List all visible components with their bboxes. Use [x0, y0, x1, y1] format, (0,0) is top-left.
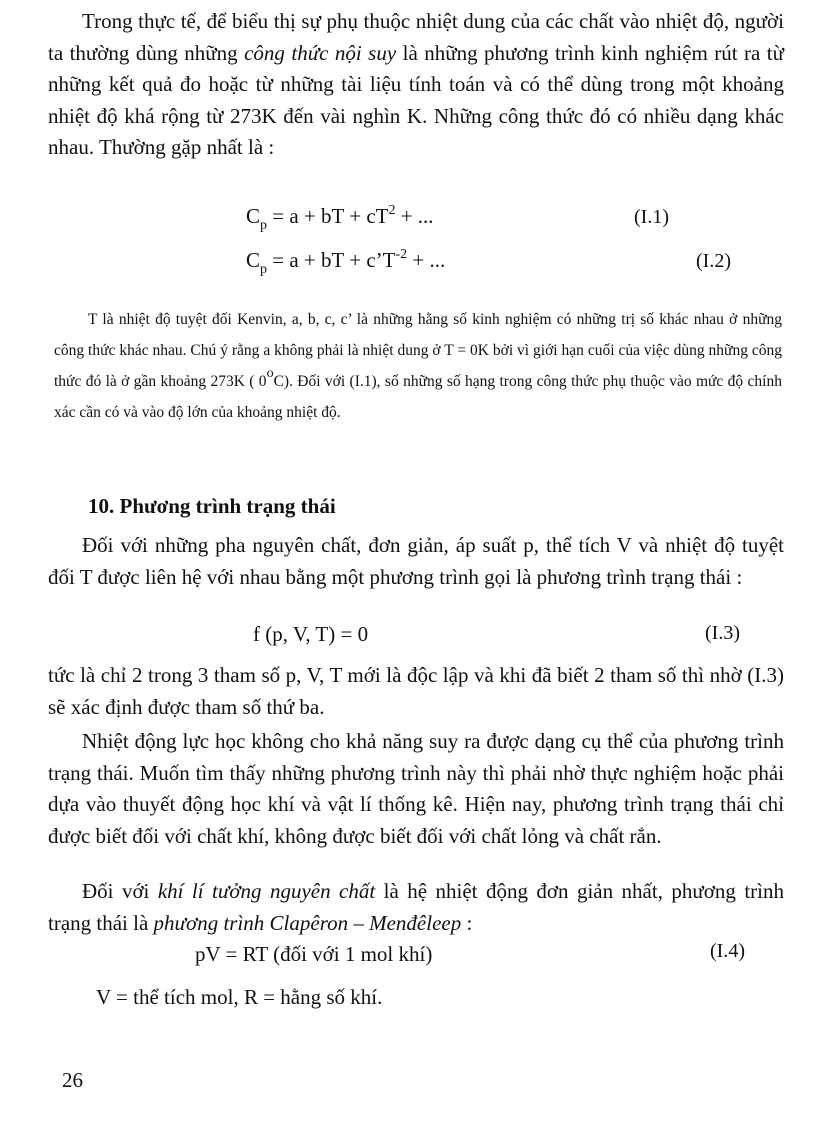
ideal-gas-paragraph: Đối với khí lí tưởng nguyên chất là hệ nhiệt động đơn giản nhất, phương trình trạng thái là phương trình Clapêron – Menđêleep :	[48, 879, 784, 935]
note-text-part1: T là nhiệt độ tuyệt đối Kenvin, a, b, c, c’ là những hằng số kinh nghiệm có những trị số khác nhau ở những công thức khác nhau. Chú ý rằng a không phải là nhiệt dung ở T = 0K bởi vì giới hạn cuối của việc dùng những công thức đó là ở gần khoảng 273K ( 0	[54, 311, 782, 390]
note-paragraph: T là nhiệt độ tuyệt đối Kenvin, a, b, c, c’ là những hằng số kinh nghiệm có những trị số khác nhau ở những công thức khác nhau. Chú ý rằng a không phải là nhiệt dung ở T = 0K bởi vì giới hạn cuối của việc dùng những công thức đó là ở gần khoảng 273K ( 0$^o$C). Đối với (I.1), số những số hạng trong công thức phụ thuộc vào mức độ chính xác cần có và vào độ lớn của khoảng nhiệt độ.	[54, 311, 782, 421]
equation-i4: pV = RT (đối với 1 mol khí)	[195, 942, 433, 966]
equation-i2-number: (I.2)	[696, 250, 731, 272]
intro-text-part1: Trong thực tế, để biểu thị sự phụ thuộc nhiệt dung của các chất vào nhiệt độ, người ta thường dùng những	[48, 9, 784, 65]
parameters-paragraph: tức là chỉ 2 trong 3 tham số p, V, T mới là độc lập và khi đã biết 2 tham số thì nhờ (I.3) sẽ xác định được tham số thứ ba.	[48, 663, 784, 719]
equation-i3: f (p, V, T) = 0	[253, 622, 369, 646]
definitions-line: V = thể tích mol, R = hằng số khí.	[96, 985, 383, 1009]
clapeyron-emphasis: phương trình Clapêron – Menđêleep	[153, 910, 462, 935]
section-heading: 10. Phương trình trạng thái	[88, 494, 336, 518]
note-text-part2: C). Đối với (I.1), số những số hạng trong công thức phụ thuộc vào mức độ chính xác cần có và vào độ lớn của khoảng nhiệt độ.	[54, 373, 782, 421]
state-equation-paragraph: Đối với những pha nguyên chất, đơn giản, áp suất p, thể tích V và nhiệt độ tuyệt đối T được liên hệ với nhau bằng một phương trình gọi là phương trình trạng thái :	[48, 533, 784, 589]
equation-i4-number: (I.4)	[710, 940, 745, 962]
intro-text-part2: là những phương trình kinh nghiệm rút ra từ những kết quả đo hoặc từ những tài liệu tính toán và có thể dùng trong một khoảng nhiệt độ khá rộng từ 273K đến vài nghìn K. Những công thức đó có nhiều dạng khác nhau. Thường gặp nhất là :	[48, 40, 784, 159]
equation-i2: $C_p = a$ + bT + $c’T^{-2}$ + ...	[246, 247, 446, 277]
page-number: 26	[62, 1068, 83, 1092]
equation-i1-number: (I.1)	[634, 206, 669, 228]
intro-paragraph	[48, 6, 784, 164]
equation-i1: $C_p = a$ + bT + $cT^2$ + ...	[246, 203, 434, 233]
thermodynamics-paragraph: Nhiệt động lực học không cho khả năng suy ra được dạng cụ thể của phương trình trạng thái. Muốn tìm thấy những phương trình này thì phải nhờ thực nghiệm hoặc phải dựa vào thuyết động học khí và vật lí thống kê. Hiện nay, phương trình trạng thái chỉ được biết đối với chất khí, không được biết đối với chất lỏng và chất rắn.	[48, 729, 784, 848]
equation-i3-number: (I.3)	[705, 622, 740, 644]
ideal-gas-emphasis: khí lí tưởng nguyên chất	[157, 879, 376, 903]
intro-emphasis: công thức nội suy	[244, 40, 397, 65]
